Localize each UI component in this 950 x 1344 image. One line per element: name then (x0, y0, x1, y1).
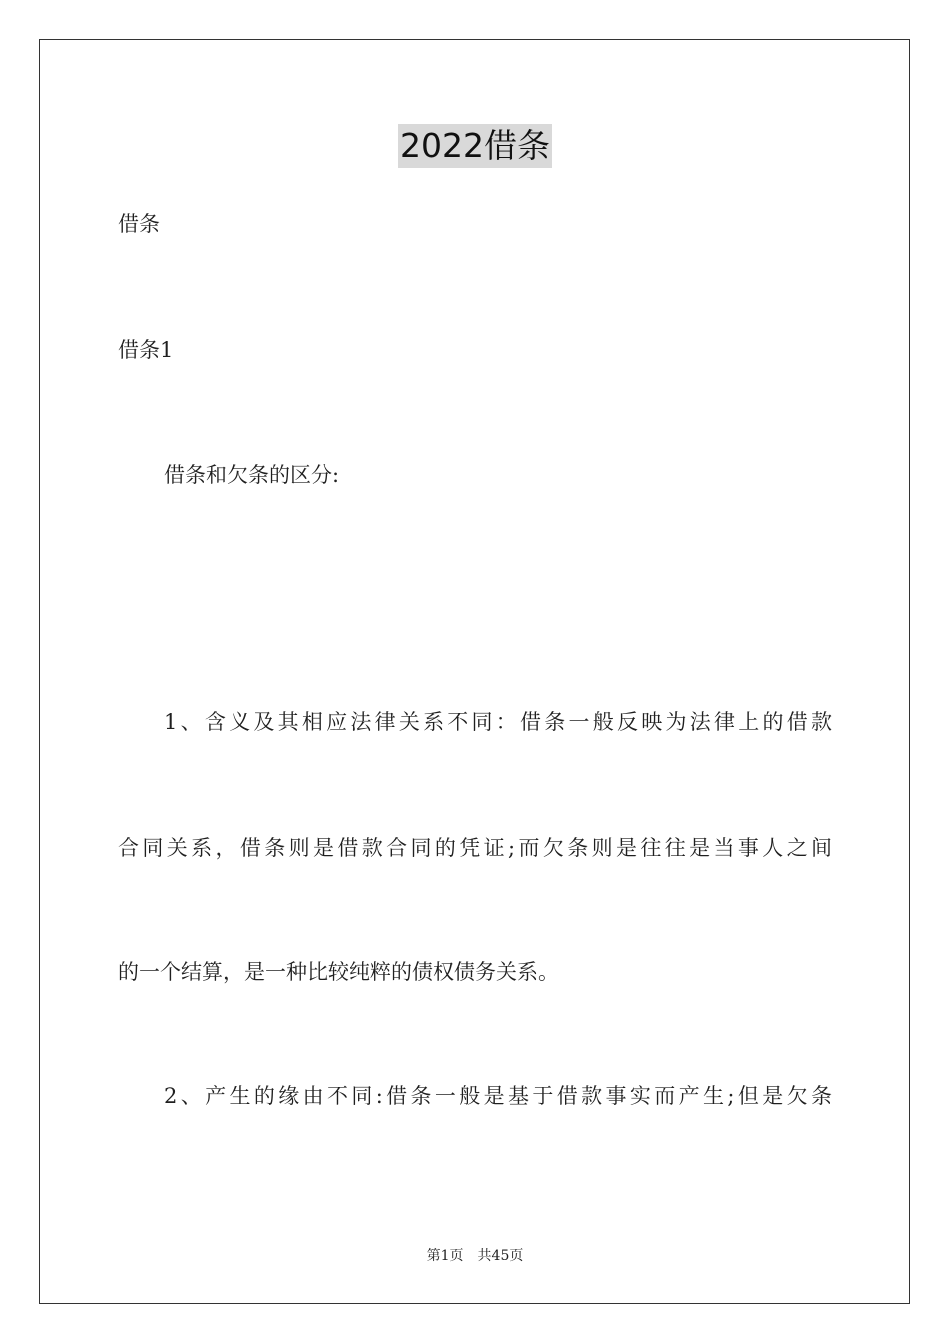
page-footer (0, 1247, 950, 1265)
document-title: 2022借条 (398, 124, 552, 168)
document-subheading: 借条1 (118, 338, 174, 362)
paragraph-line: 借条和欠条的区分: (164, 463, 340, 487)
paragraph-line: 2、产生的缘由不同:借条一般是基于借款事实而产生;但是欠条 (164, 1084, 832, 1108)
page-total: 共45页 (477, 1248, 524, 1264)
page-number: 第1页 (426, 1248, 464, 1264)
title-container (0, 124, 950, 168)
page-border (39, 39, 910, 1304)
paragraph-line: 合同关系，借条则是借款合同的凭证;而欠条则是往往是当事人之间 (118, 836, 832, 860)
paragraph-line: 1、含义及其相应法律关系不同：借条一般反映为法律上的借款 (164, 710, 832, 734)
paragraph-line: 的一个结算，是一种比较纯粹的债权债务关系。 (118, 960, 559, 984)
document-heading: 借条 (118, 212, 160, 236)
